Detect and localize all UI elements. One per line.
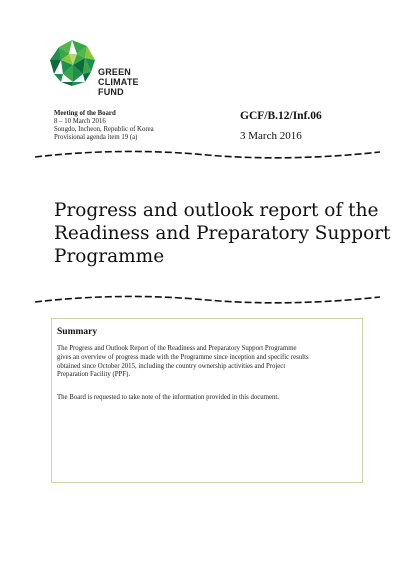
title-line: Readiness and Preparatory Support (54, 223, 391, 244)
globe-icon (47, 38, 97, 88)
summary-line: Preparation Facility (PPF). (57, 371, 131, 379)
title-line: Progress and outlook report of the (54, 200, 379, 221)
agenda-item: Provisional agenda item 19 (a) (54, 134, 138, 141)
meeting-title: Meeting of the Board (54, 110, 116, 117)
meeting-location: Songdo, Incheon, Republic of Korea (54, 126, 154, 133)
summary-heading: Summary (57, 327, 98, 337)
logo-wordmark (98, 67, 139, 97)
summary-paragraph (57, 345, 357, 380)
logo-line: FUND (98, 87, 124, 97)
meeting-dates: 8 – 10 March 2016 (54, 118, 106, 125)
summary-box (51, 318, 363, 483)
green-climate-fund-logo (47, 38, 97, 88)
wave-divider-top (35, 148, 380, 162)
wave-divider-bottom (35, 293, 380, 307)
logo-line: CLIMATE (98, 77, 139, 87)
title-line: Programme (54, 246, 165, 267)
summary-line: gives an overview of progress made with the Programme since inception and specific results (57, 353, 309, 361)
summary-request: The Board is requested to take note of the information provided in this document. (57, 394, 279, 401)
document-title (54, 199, 391, 268)
logo-line: GREEN (98, 67, 132, 77)
document-date: 3 March 2016 (240, 130, 302, 142)
document-reference: GCF/B.12/Inf.06 (240, 110, 322, 122)
summary-line: The Progress and Outlook Report of the Readiness and Preparatory Support Programme (57, 345, 297, 352)
summary-line: obtained since October 2015, including the country ownership activities and Project (57, 362, 286, 370)
meeting-info (54, 110, 154, 142)
